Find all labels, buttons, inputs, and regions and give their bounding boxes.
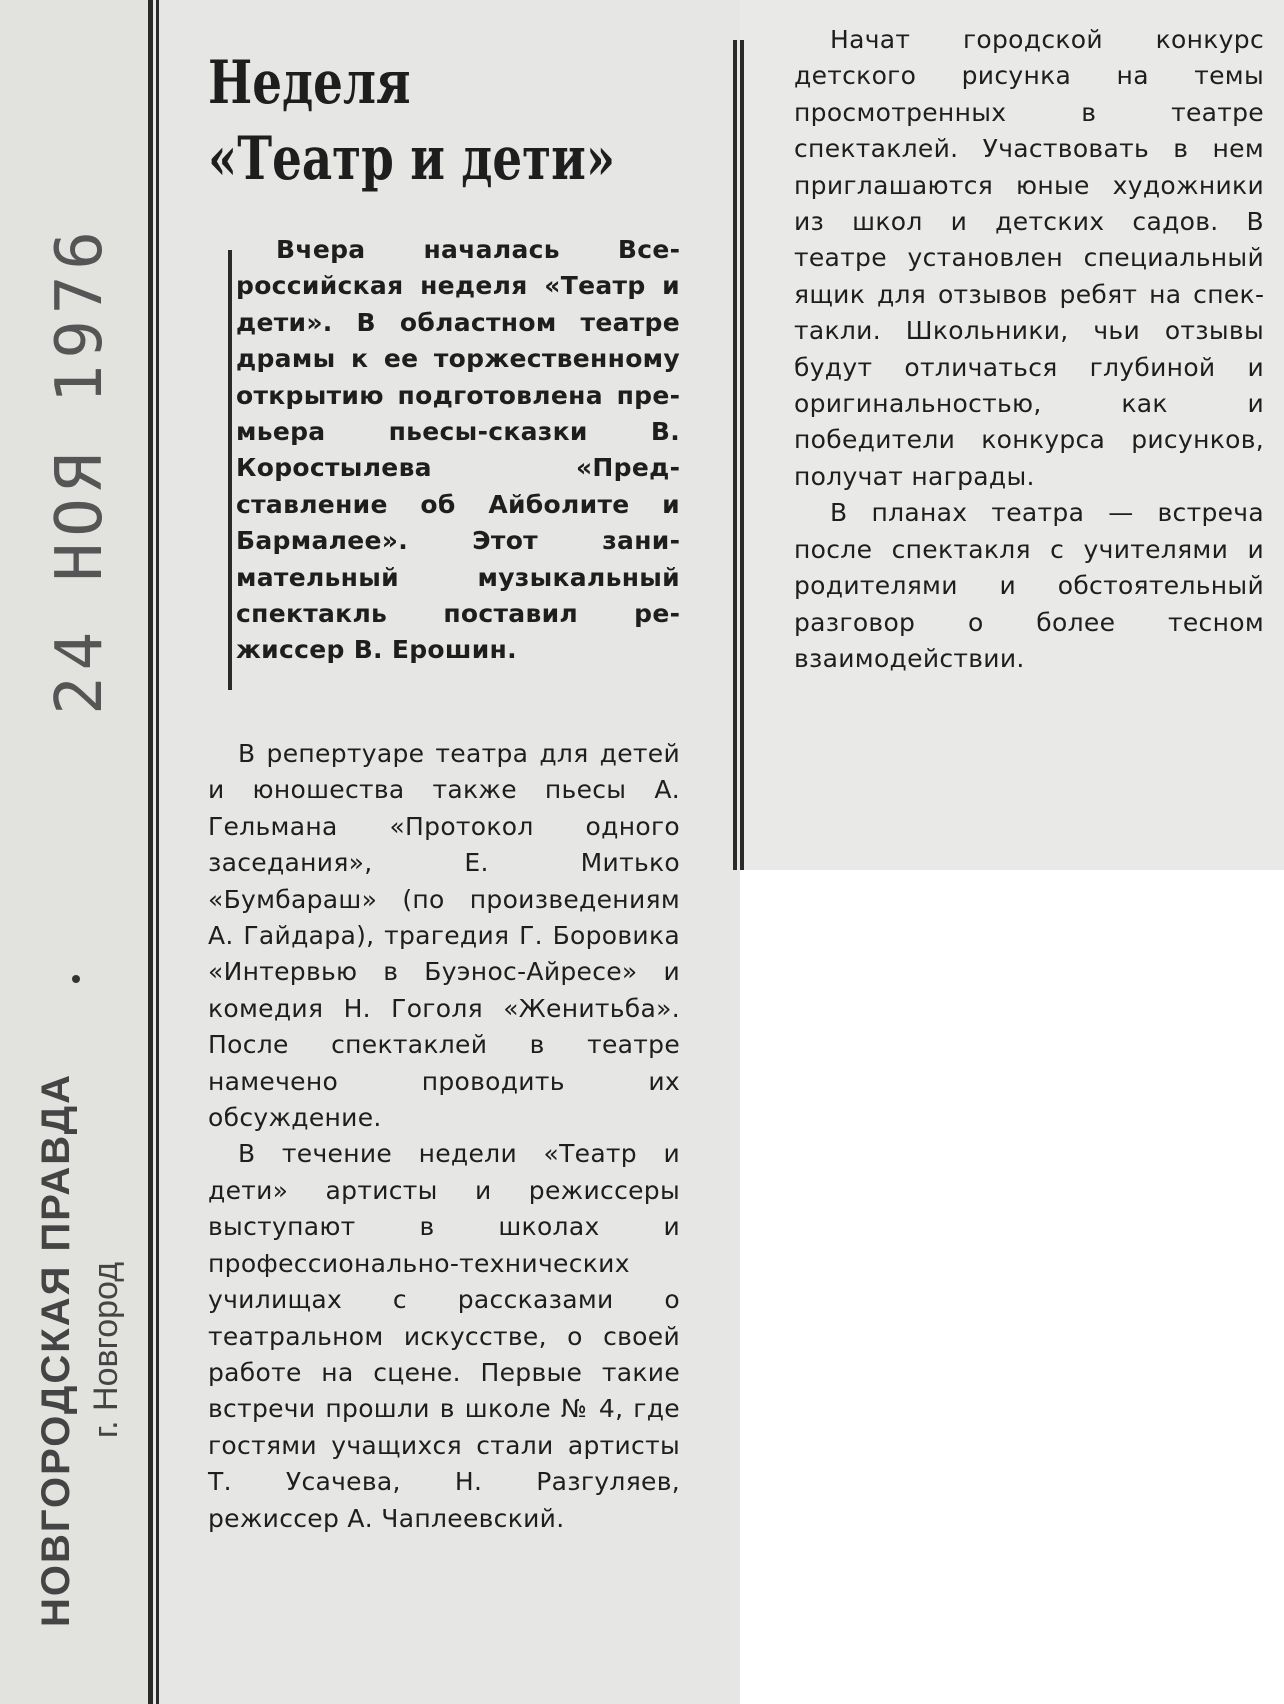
- column-divider-rule: [733, 40, 737, 870]
- source-paper-name: НОВГОРОДСКАЯ ПРАВДА: [34, 1073, 79, 1627]
- lead-paragraph-block: [236, 232, 680, 669]
- stamp-dot: [72, 975, 80, 983]
- headline-line-1: Неделя: [208, 48, 411, 118]
- lead-paragraph: Вчера началась Всероссийская неделя «Театр и дети». В областном театре драмы к ее торжественному открытию подготовлена премьера пьесы-сказки В. Коростылева «Представление об Айболите и Бармалее». Этот занимательный музыкальный спектакль поставил режиссер В. Ерошин.: [236, 235, 680, 665]
- headline-line-2: «Театр и дети»: [208, 124, 616, 194]
- right-body-column: [794, 22, 1264, 677]
- lead-paragraph-rule: [228, 250, 232, 690]
- date-stamp: [20, 225, 140, 715]
- article-headline: [208, 45, 614, 197]
- source-stamp: [20, 1070, 140, 1630]
- source-city: г. Новгород: [87, 1261, 126, 1439]
- left-body-column: [208, 736, 680, 1537]
- paragraph-contest: Начат городской конкурс детского рисунка на темы просмотренных в театре спектаклей. Участвовать в нем приглашаются юные художники из школ и детских садов. В театре установлен специальный ящик для отзывов ребят на спектакли. Школьники, чьи отзывы будут отличаться глубиной и оригинальностью, как и победители конкурса рисунков, получат награды.: [794, 25, 1264, 491]
- paragraph-plans: В планах театра — встреча после спектакля с учителями и родителями и обстоятельный разговор о более тесном взаимодействии.: [794, 498, 1264, 673]
- left-border-rule: [148, 0, 153, 1704]
- left-border-rule-inner: [156, 0, 159, 1704]
- date-stamp-text: 24 НОЯ 1976: [43, 225, 117, 715]
- column-divider-rule-inner: [740, 40, 744, 870]
- paragraph-repertoire: В репертуаре театра для детей и юношества также пьесы А. Гельмана «Протокол одного заседания», Е. Митько «Бумбараш» (по произведениям А. Гайдара), трагедия Г. Боровика «Интервью в Буэнос-Айресе» и комедия Н. Гоголя «Женитьба». После спектаклей в театре намечено проводить их обсуждение.: [208, 739, 680, 1133]
- paragraph-schools: В течение недели «Театр и дети» артисты и режиссеры выступают в школах и профессионально-технических училищах с рассказами о театральном искусстве, о своей работе на сцене. Первые такие встречи прошли в школе № 4, где гостями учащихся стали артисты Т. Усачева, Н. Разгуляев, режиссер А. Чаплеевский.: [208, 1139, 680, 1533]
